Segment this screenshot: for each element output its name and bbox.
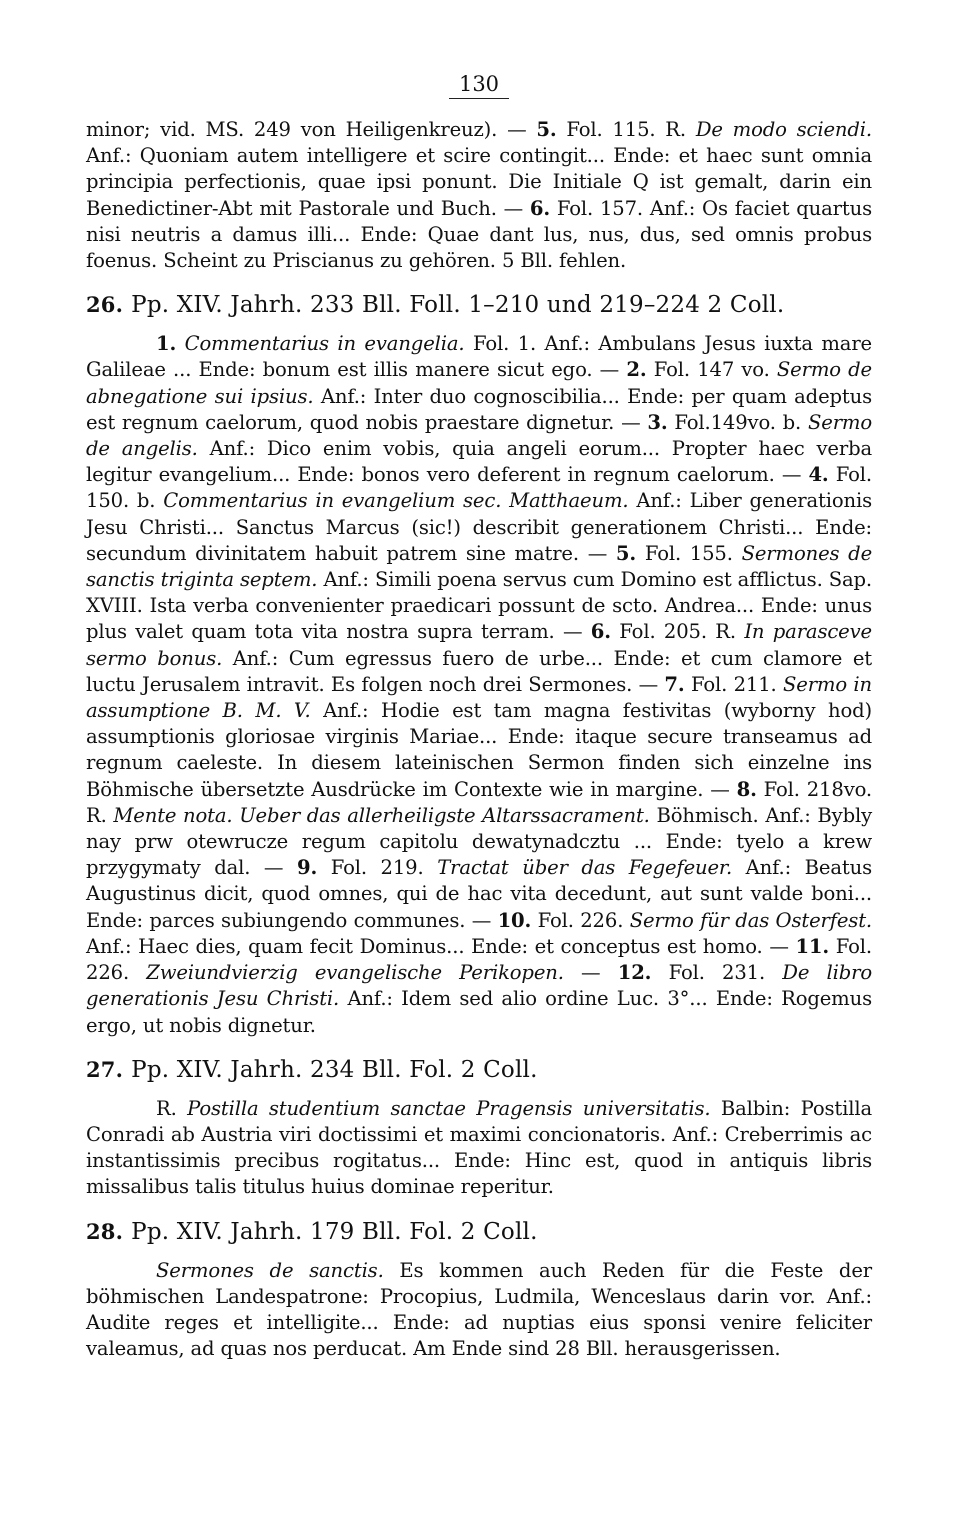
page-number: 130 bbox=[86, 72, 872, 99]
entry-27-body: R. Postilla studentium sanctae Pragensis universitatis. Balbin: Postilla Conradi ab Austria viri doctissimi et maximi concionatoris. Anf.: Creberrimis ac instantissimis precibus rogitatus... Ende: Hinc est, quod in antiquis libris missalibus talis titulus huius dominae reperitur. bbox=[86, 1096, 872, 1199]
entry-26-heading: 26. Pp. XIV. Jahrh. 233 Bll. Foll. 1–210 und 219–224 2 Coll. bbox=[86, 292, 785, 319]
entry-28-body: Sermones de sanctis. Es kommen auch Reden für die Feste der böhmischen Landespatrone: Procopius, Ludmila, Wenceslaus darin vor. Anf.: Audite reges et intelligite... Ende: ad nuptias eius sponsi venire feliciter valeamus, ad quas nos perducat. Am Ende sind 28 Bll. herausgerissen. bbox=[86, 1258, 872, 1361]
entry-28-heading: 28. Pp. XIV. Jahrh. 179 Bll. Fol. 2 Coll. bbox=[86, 1218, 538, 1245]
entry-26-body: 1. Commentarius in evangelia. Fol. 1. Anf.: Ambulans Jesus iuxta mare Galileae ... Ende: bonum est illis manere sicut ego. — 2. Fol. 147 vo. Sermo de abnegatione sui ipsius. Anf.: Inter duo cognoscibilia... Ende: per quam adeptus est regnum caelorum, quod nobis praestare dignetur. — 3. Fol.149vo. b. Sermo de angelis. Anf.: Dico enim vobis, quia angeli eorum... Propter haec verba legitur evangelium... Ende: bonos vero deferent in regnum caelorum. — 4. Fol. 150. b. Commentarius in evangelium sec. Matthaeum. Anf.: Liber generationis Jesu Christi... Sanctus Marcus (sic!) describit generationem Christi... Ende: secundum divinitatem habuit patrem sine matre. — 5. Fol. 155. Sermones de sanctis triginta septem. Anf.: Simili poena servus cum Domino est afflictus. Sap. XVIII. Ista verba convenienter praedicari possunt de scto. Andrea... Ende: unus plus valet quam tota vita nostra supra terram. — 6. Fol. 205. R. In parasceve sermo bonus. Anf.: Cum egressus fuero de urbe... Ende: et cum clamore et luctu Jerusalem intravit. Es folgen noch drei Sermones. — 7. Fol. 211. Sermo in assumptione B. M. V. Anf.: Hodie est tam magna festivitas (wyborny hod) assumptionis gloriosae virginis Mariae... Ende: itaque secure transeamus ad regnum caeleste. In diesem lateinischen Sermon finden sich einzelne ins Böhmische übersetzte Ausdrücke im Contexte wie in margine. — 8. Fol. 218vo. R. Mente nota. Ueber das allerheiligste Altarssacrament. Böhmisch. Anf.: Bybly nay prw otewrucze regum capitolu dewatynadcztu ... Ende: tyelo a krew przygymaty dal. — 9. Fol. 219. Tractat über das Fegefeuer. Anf.: Beatus Augustinus dicit, quod omnes, qui de hac vita decedunt, aut sunt valde boni... Ende: parces subiungendo communes. — 10. Fol. 226. Sermo für das Osterfest. Anf.: Haec dies, quam fecit Dominus... Ende: et conceptus est homo. — 11. Fol. 226. Zweiundvierzig evangelische Perikopen. — 12. Fol. 231. De libro generationis Jesu Christi. Anf.: Idem sed alio ordine Luc. 3°... Ende: Rogemus ergo, ut nobis dignetur. bbox=[86, 332, 873, 1037]
document-page bbox=[86, 72, 872, 1362]
entry-27-heading: 27. Pp. XIV. Jahrh. 234 Bll. Fol. 2 Coll. bbox=[86, 1056, 538, 1083]
intro-paragraph: minor; vid. MS. 249 von Heiligenkreuz). — 5. Fol. 115. R. De modo sciendi. Anf.: Quoniam autem intelligere et scire contingit... Ende: et haec sunt omnia principia perfectionis, quae ipsi ponunt. Die Initiale Q ist gemalt, darin ein Benedictiner-Abt mit Pastorale und Buch. — 6. Fol. 157. Anf.: Os faciet quartus nisi neutris a damus illi... Ende: Quae dant lus, nus, dus, sed omnis probus foenus. Scheint zu Priscianus zu gehören. 5 Bll. fehlen. bbox=[86, 118, 873, 273]
